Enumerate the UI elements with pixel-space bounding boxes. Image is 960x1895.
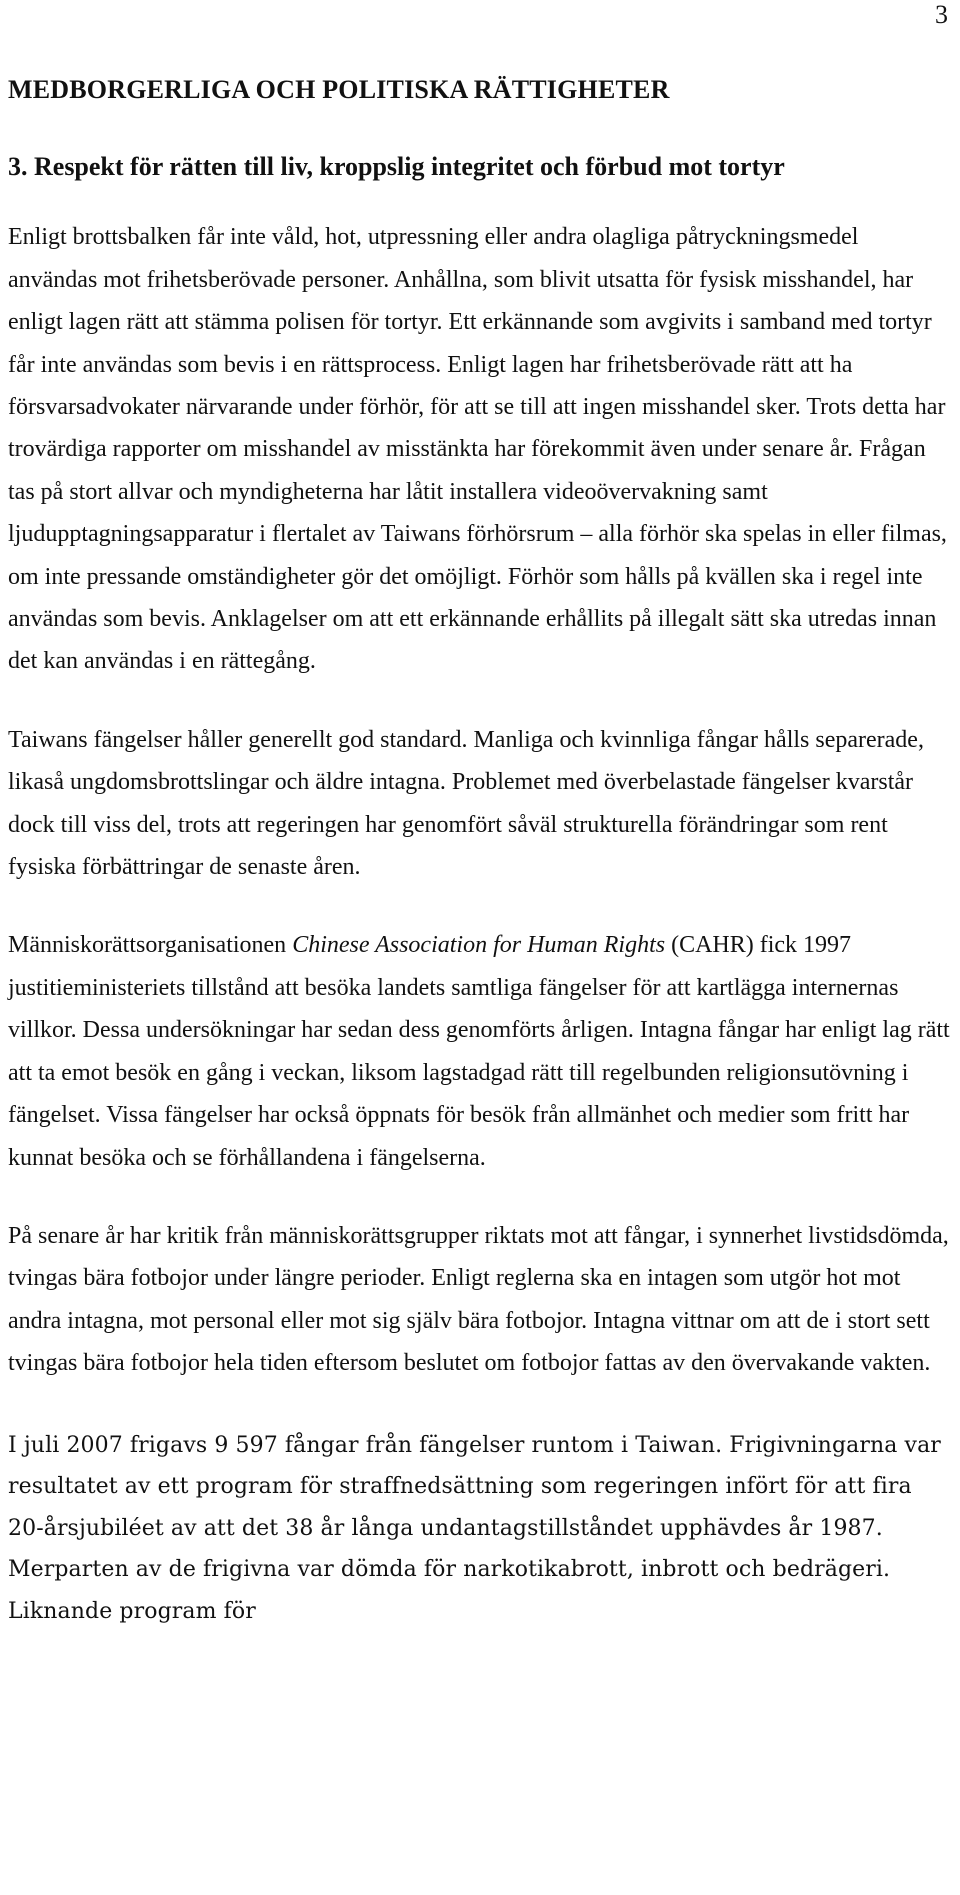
paragraph-prisoner-release: I juli 2007 frigavs 9 597 fångar från fängelser runtom i Taiwan. Frigivningarna var resultatet av ett program för straffnedsättning som regeringen infört för att fira 20-årsjubiléet av att det 38 år långa undantagstillståndet upphävdes år 1987. Merparten av de frigivna var dömda för narkotikabrott, inbrott och bedrägeri. Liknande program för: [8, 1432, 941, 1624]
paragraph-cahr-intro: Människorättsorganisationen: [8, 932, 293, 959]
paragraph-shackles-criticism: På senare år har kritik från människorättsgrupper riktats mot att fångar, i synnerhet livstidsdömda, tvingas bära fotbojor under längre perioder. Enligt reglerna ska en intagen som utgör hot mot andra intagna, mot personal eller mot sig själv bära fotbojor. Intagna vittnar om att de i stort sett tvingas bära fotbojor hela tiden eftersom beslutet om fotbojor fattas av den övervakande vakten.: [8, 1222, 949, 1377]
subsection-title: 3. Respekt för rätten till liv, kroppslig integritet och förbud mot tortyr: [8, 152, 785, 182]
page-number: 3: [935, 0, 948, 29]
organization-name: Chinese Association for Human Rights: [292, 932, 666, 959]
section-title: MEDBORGERLIGA OCH POLITISKA RÄTTIGHETER: [8, 75, 670, 104]
document-body: [8, 74, 953, 1632]
paragraph-cahr-body: (CAHR) fick 1997 justitieministeriets tillstånd att besöka landets samtliga fängelser för att kartlägga internernas villkor. Dessa undersökningar har sedan dess genomförts årligen. Intagna fångar har enligt lag rätt att ta emot besök en gång i veckan, liksom lagstadgad rätt till regelbunden religionsutövning i fängelset. Vissa fängelser har också öppnats för besök från allmänhet och medier som fritt har kunnat besöka och se förhållandena i fängelserna.: [8, 932, 950, 1171]
paragraph-cahr-inspections: [8, 924, 953, 1178]
paragraph-torture-prohibition: Enligt brottsbalken får inte våld, hot, utpressning eller andra olagliga påtryckningsmedel användas mot frihetsberövade personer. Anhållna, som blivit utsatta för fysisk misshandel, har enligt lagen rätt att stämma polisen för tortyr. Ett erkännande som avgivits i samband med tortyr får inte användas som bevis i en rättsprocess. Enligt lagen har frihetsberövade rätt att ha försvarsadvokater närvarande under förhör, för att se till att ingen misshandel sker. Trots detta har trovärdiga rapporter om misshandel av misstänkta har förekommit även under senare år. Frågan tas på stort allvar och myndigheterna har låtit installera videoövervakning samt ljudupptagningsapparatur i flertalet av Taiwans förhörsrum – alla förhör ska spelas in eller filmas, om inte pressande omständigheter gör det omöjligt. Förhör som hålls på kvällen ska i regel inte användas som bevis. Anklagelser om att ett erkännande erhållits på illegalt sätt ska utredas innan det kan användas i en rättegång.: [8, 224, 947, 675]
paragraph-prison-conditions: Taiwans fängelser håller generellt god standard. Manliga och kvinnliga fångar hålls separerade, likaså ungdomsbrottslingar och äldre intagna. Problemet med överbelastade fängelser kvarstår dock till viss del, trots att regeringen har genomfört såväl strukturella förändringar som rent fysiska förbättringar de senaste åren.: [8, 726, 924, 881]
